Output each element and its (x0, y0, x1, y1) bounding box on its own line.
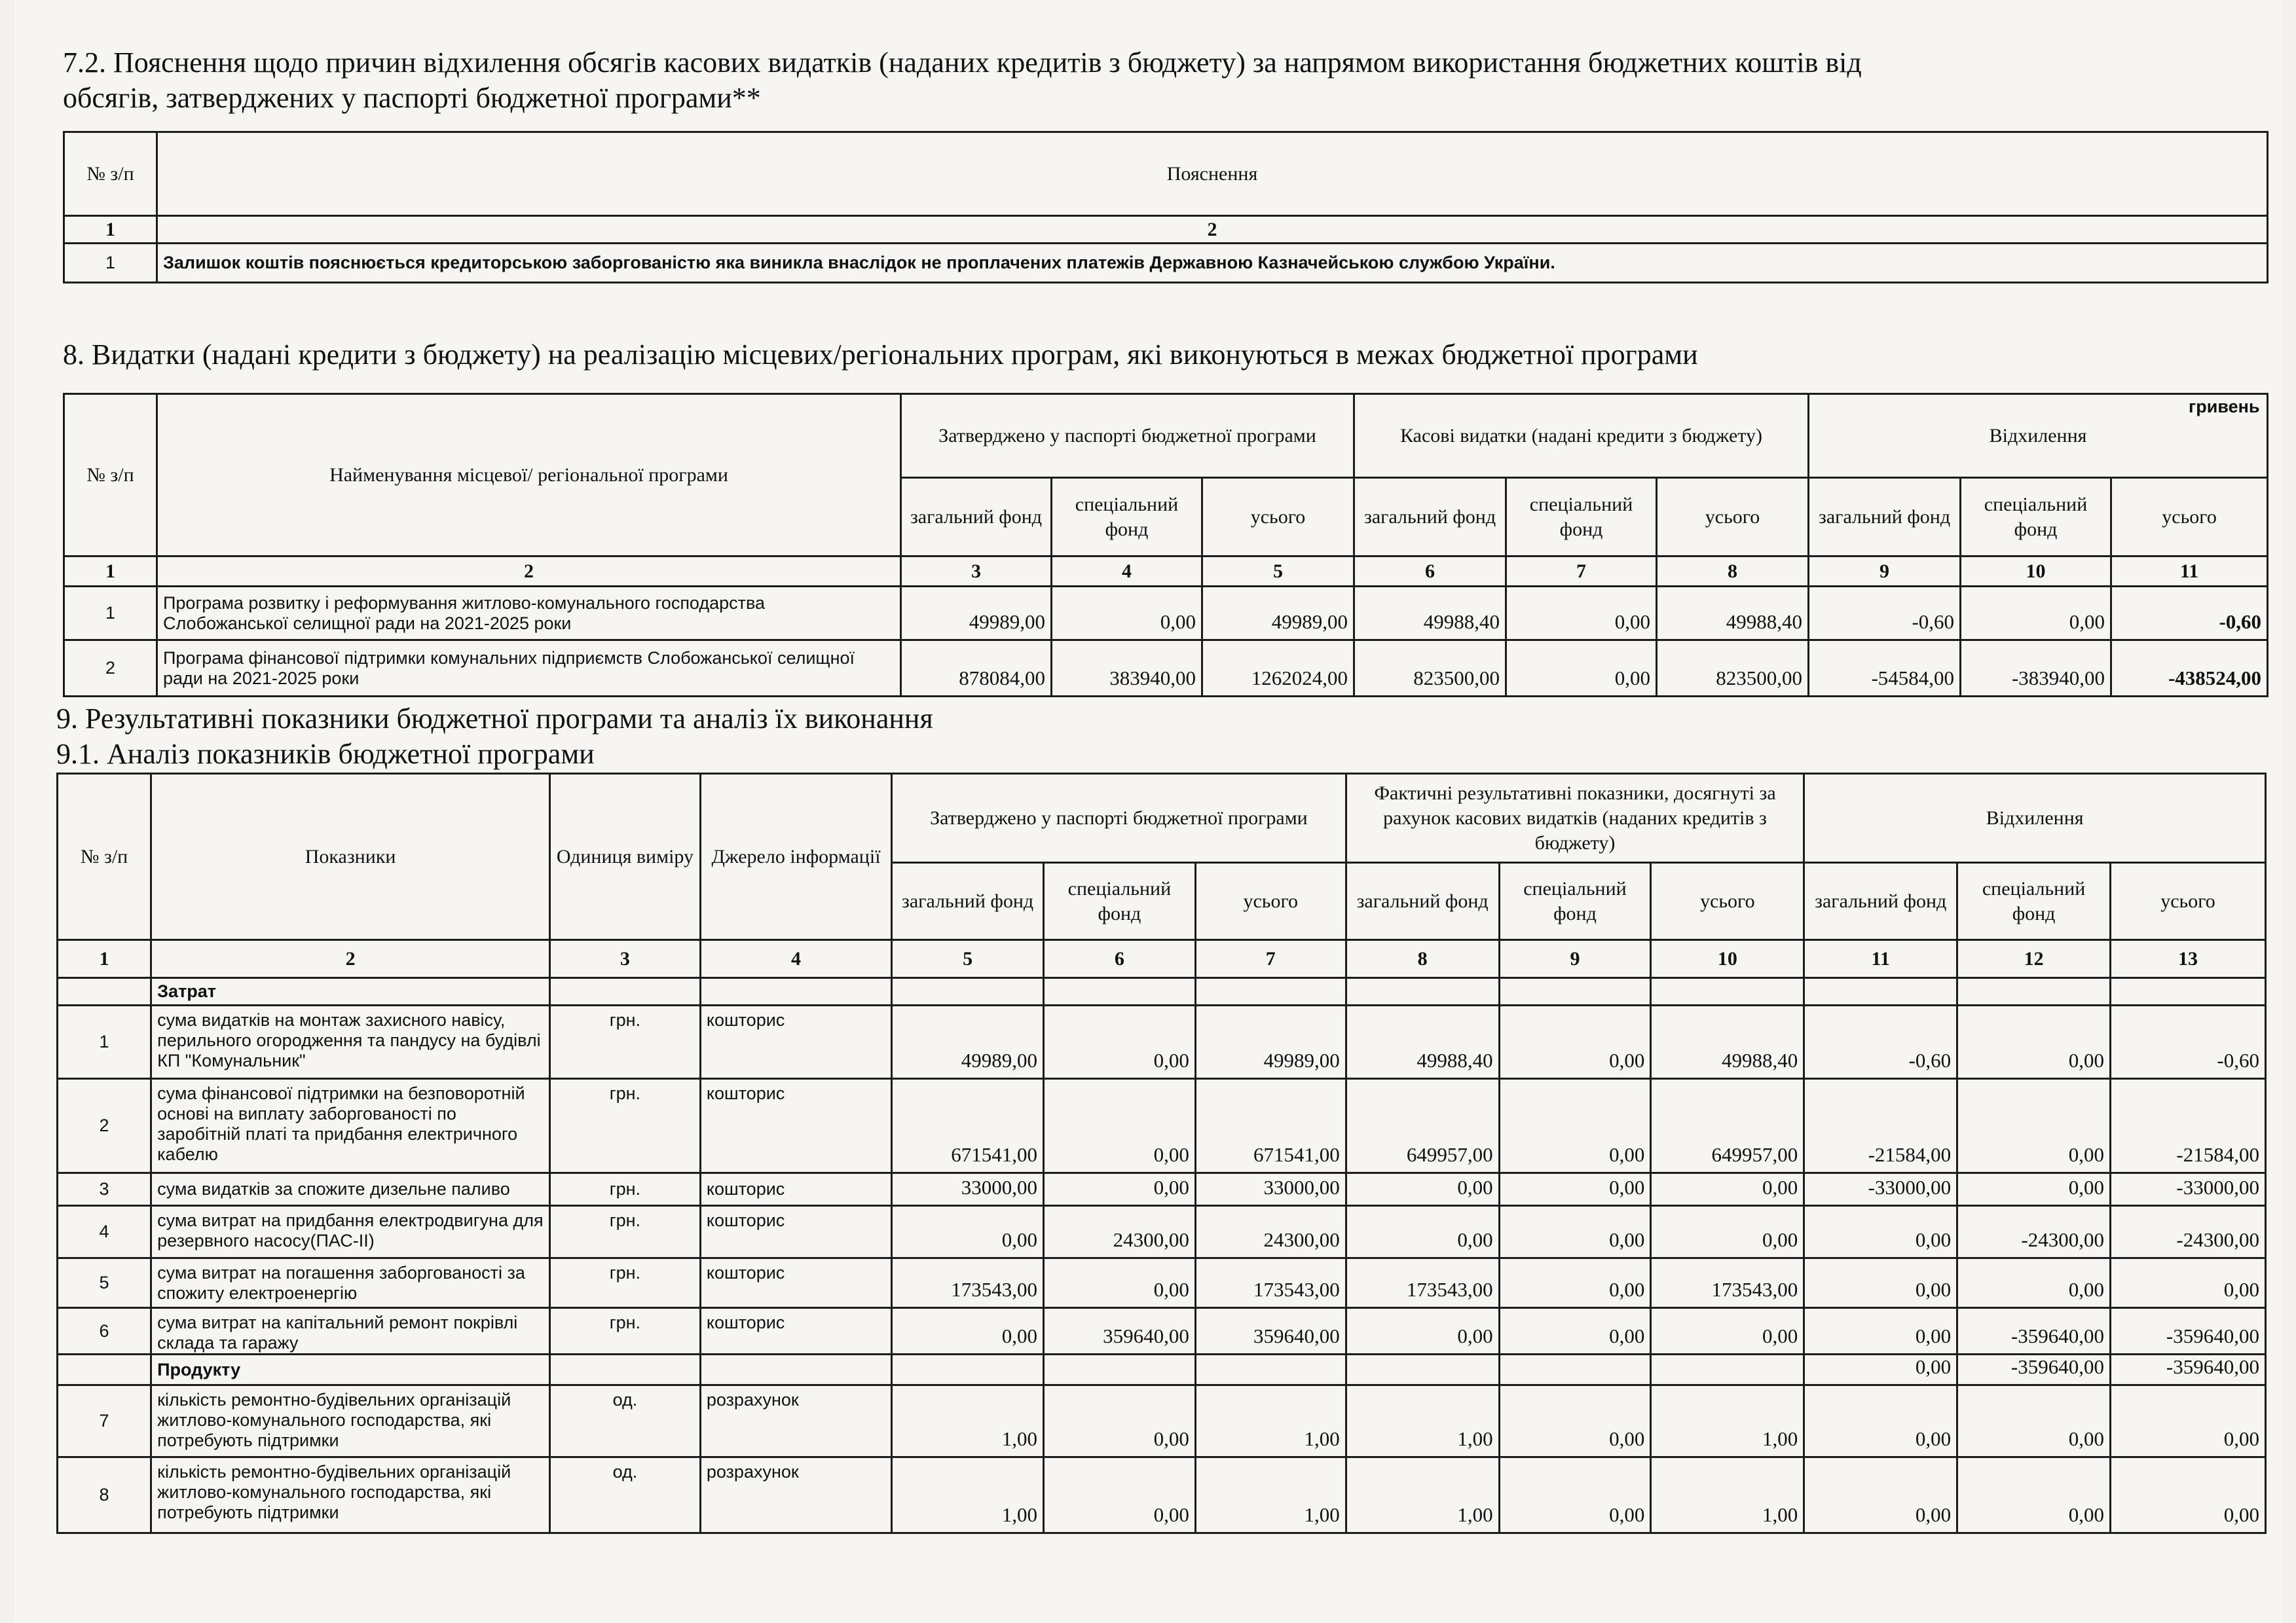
value-cell: 49989,00 (1195, 1006, 1346, 1079)
value-cell: 649957,00 (1346, 1079, 1499, 1173)
empty-cell (1195, 1355, 1346, 1385)
empty-cell (700, 978, 891, 1006)
row-number: 2 (64, 640, 157, 697)
empty-cell (58, 1355, 151, 1385)
col-number: 11 (1804, 940, 1957, 978)
program-indicators-table (56, 773, 2267, 1534)
col-header-explanation: Пояснення (157, 132, 2268, 216)
empty-cell (1651, 978, 1804, 1006)
value-cell: 1,00 (892, 1385, 1044, 1457)
empty-cell (550, 978, 701, 1006)
value-cell: 359640,00 (1195, 1308, 1346, 1355)
col-header-program-name: Найменування місцевої/ регіональної програми (157, 394, 901, 556)
empty-cell (700, 1355, 891, 1385)
value-cell: 0,00 (1499, 1385, 1651, 1457)
value-cell: 671541,00 (1195, 1079, 1346, 1173)
empty-cell (1346, 978, 1499, 1006)
sub-header-total: усього (1202, 478, 1354, 556)
table-row (64, 640, 2268, 697)
value-cell: -359640,00 (2111, 1308, 2266, 1355)
table-row (58, 1173, 2266, 1206)
table-row-number: 1 (64, 244, 157, 283)
col-header-source: Джерело інформації (700, 774, 891, 940)
unit-cell: грн. (550, 1206, 701, 1258)
value-cell: 0,00 (1052, 587, 1202, 640)
value-cell: -359640,00 (1957, 1308, 2111, 1355)
row-number: 2 (58, 1079, 151, 1173)
sub-header-special-fund: спеціальний фонд (1961, 478, 2111, 556)
value-cell: 0,00 (1044, 1385, 1196, 1457)
value-cell: 49989,00 (901, 587, 1052, 640)
empty-cell (1499, 1355, 1651, 1385)
value-cell: 0,00 (1499, 1079, 1651, 1173)
value-cell: -0,60 (2111, 587, 2268, 640)
value-cell: 0,00 (1804, 1385, 1957, 1457)
value-cell: 0,00 (1961, 587, 2111, 640)
empty-cell (1044, 1355, 1196, 1385)
col-number: 9 (1499, 940, 1651, 978)
col-header-number: № з/п (64, 394, 157, 556)
value-cell: 49988,40 (1346, 1006, 1499, 1079)
col-number: 10 (1961, 556, 2111, 587)
column-number-row (58, 940, 2266, 978)
value-cell: 24300,00 (1044, 1206, 1196, 1258)
value-cell: -21584,00 (2111, 1079, 2266, 1173)
value-cell: -0,60 (1804, 1006, 1957, 1079)
value-cell: 359640,00 (1044, 1308, 1196, 1355)
value-cell: 383940,00 (1052, 640, 1202, 697)
col-number: 9 (1809, 556, 1961, 587)
column-number-row (64, 556, 2268, 587)
source-cell: кошторис (700, 1173, 891, 1206)
sub-header-special-fund: спеціальний фонд (1052, 478, 1202, 556)
unit-cell: од. (550, 1457, 701, 1533)
value-cell: 0,00 (1346, 1308, 1499, 1355)
source-cell: кошторис (700, 1006, 891, 1079)
value-cell: 1,00 (1651, 1457, 1804, 1533)
row-number: 4 (58, 1206, 151, 1258)
value-cell: -21584,00 (1804, 1079, 1957, 1173)
value-cell: -438524,00 (2111, 640, 2268, 697)
value-cell: -0,60 (2111, 1006, 2266, 1079)
empty-cell (892, 1355, 1044, 1385)
value-cell: -33000,00 (1804, 1173, 1957, 1206)
value-cell: 0,00 (1044, 1173, 1196, 1206)
value-cell: 1262024,00 (1202, 640, 1354, 697)
col-number: 12 (1957, 940, 2111, 978)
value-cell: 0,00 (1804, 1457, 1957, 1533)
group-header-deviation: Відхилення (1804, 774, 2266, 863)
value-cell: -54584,00 (1809, 640, 1961, 697)
sub-header-special-fund: спеціальний фонд (1506, 478, 1657, 556)
value-cell: 0,00 (1044, 1006, 1196, 1079)
empty-cell (1804, 978, 1957, 1006)
value-cell: 1,00 (1346, 1457, 1499, 1533)
value-cell: 1,00 (1346, 1385, 1499, 1457)
value-cell: 0,00 (1957, 1173, 2111, 1206)
value-cell: 49989,00 (1202, 587, 1354, 640)
value-cell: 0,00 (2111, 1258, 2266, 1308)
sub-header-general-fund: загальний фонд (1804, 863, 1957, 940)
col-number: 7 (1506, 556, 1657, 587)
value-cell: 671541,00 (892, 1079, 1044, 1173)
value-cell: 0,00 (1804, 1206, 1957, 1258)
col-number: 7 (1195, 940, 1346, 978)
value-cell: 0,00 (1499, 1006, 1651, 1079)
value-cell: 173543,00 (1195, 1258, 1346, 1308)
value-cell: -24300,00 (2111, 1206, 2266, 1258)
unit-cell: грн. (550, 1006, 701, 1079)
col-number: 6 (1354, 556, 1506, 587)
currency-unit-label: гривень (2189, 397, 2260, 416)
empty-cell (1957, 978, 2111, 1006)
value-cell: -0,60 (1809, 587, 1961, 640)
value-cell: 0,00 (1499, 1258, 1651, 1308)
group-header-deviation: Відхилення (1809, 394, 2268, 478)
col-number-2: 2 (157, 216, 2268, 244)
col-number: 1 (58, 940, 151, 978)
explanation-text: Залишок коштів пояснюється кредиторською заборгованістю яка виникла внаслідок не проплачених платежів Державною Казначейською службою України. (157, 244, 2268, 283)
source-cell: кошторис (700, 1079, 891, 1173)
row-number: 6 (58, 1308, 151, 1355)
col-header-number: № з/п (64, 132, 157, 216)
sub-header-general-fund: загальний фонд (901, 478, 1052, 556)
sub-header-total: усього (2111, 478, 2268, 556)
section-9-heading: 9. Результативні показники бюджетної програми та аналіз їх виконання (56, 702, 933, 735)
section-7-2-heading-line1: 7.2. Пояснення щодо причин відхилення обсягів касових видатків (наданих кредитів з бюджету) за напрямом використання бюджетних коштів від (63, 46, 1862, 79)
empty-cell (2111, 978, 2266, 1006)
program-name: Програма розвитку і реформування житлово-комунального господарства Слобожанської селищної ради на 2021-2025 роки (157, 587, 901, 640)
sub-header-general-fund: загальний фонд (892, 863, 1044, 940)
source-cell: кошторис (700, 1258, 891, 1308)
sub-header-general-fund: загальний фонд (1809, 478, 1961, 556)
category-product: Продукту (151, 1355, 550, 1385)
value-cell: 0,00 (1957, 1258, 2111, 1308)
col-number: 11 (2111, 556, 2268, 587)
table-row (58, 1457, 2266, 1533)
unit-cell: од. (550, 1385, 701, 1457)
value-cell: 0,00 (892, 1206, 1044, 1258)
value-cell: -383940,00 (1961, 640, 2111, 697)
col-number: 3 (550, 940, 701, 978)
sub-header-total: усього (1651, 863, 1804, 940)
col-number: 2 (157, 556, 901, 587)
empty-cell (1195, 978, 1346, 1006)
empty-cell (550, 1355, 701, 1385)
empty-cell (1346, 1355, 1499, 1385)
category-row (58, 978, 2266, 1006)
group-header-cash-expenditure: Касові видатки (надані кредити з бюджету) (1354, 394, 1809, 478)
value-cell: 0,00 (1346, 1206, 1499, 1258)
value-cell: 0,00 (1044, 1258, 1196, 1308)
indicator-name: сума витрат на придбання електродвигуна для резервного насосу(ПАС-II) (151, 1206, 550, 1258)
indicator-name: сума видатків на монтаж захисного навісу, перильного огородження та пандусу на будівлі КП "Комунальник" (151, 1006, 550, 1079)
empty-cell (1044, 978, 1196, 1006)
sub-header-special-fund: спеціальний фонд (1957, 863, 2111, 940)
table-row (58, 1385, 2266, 1457)
value-cell: 33000,00 (892, 1173, 1044, 1206)
sub-header-special-fund: спеціальний фонд (1044, 863, 1196, 940)
indicator-name: сума витрат на капітальний ремонт покрівлі склада та гаражу (151, 1308, 550, 1355)
value-cell: 0,00 (1804, 1308, 1957, 1355)
value-cell: 49988,40 (1651, 1006, 1804, 1079)
value-cell: 0,00 (1804, 1258, 1957, 1308)
value-cell: 173543,00 (892, 1258, 1044, 1308)
source-cell: розрахунок (700, 1457, 891, 1533)
value-cell: 1,00 (1651, 1385, 1804, 1457)
sub-header-general-fund: загальний фонд (1354, 478, 1506, 556)
table-row (58, 1206, 2266, 1258)
value-cell: 0,00 (892, 1308, 1044, 1355)
table-row (64, 587, 2268, 640)
value-cell: 0,00 (1044, 1457, 1196, 1533)
table-row (58, 1308, 2266, 1355)
value-cell: 173543,00 (1346, 1258, 1499, 1308)
sub-header-total: усього (2111, 863, 2266, 940)
value-cell: 49988,40 (1354, 587, 1506, 640)
empty-cell (1499, 978, 1651, 1006)
col-number: 2 (151, 940, 550, 978)
value-cell: 0,00 (1957, 1079, 2111, 1173)
value-cell: 823500,00 (1354, 640, 1506, 697)
explanation-table (63, 131, 2268, 283)
value-cell: 0,00 (1651, 1206, 1804, 1258)
value-cell: 0,00 (1957, 1385, 2111, 1457)
value-cell: 49988,40 (1657, 587, 1809, 640)
indicator-name: сума витрат на погашення заборгованості за спожиту електроенергію (151, 1258, 550, 1308)
sub-header-general-fund: загальний фонд (1346, 863, 1499, 940)
value-cell: 0,00 (1499, 1308, 1651, 1355)
col-number: 1 (64, 556, 157, 587)
indicator-name: сума видатків за спожите дизельне паливо (151, 1173, 550, 1206)
col-number: 6 (1044, 940, 1196, 978)
value-cell: 0,00 (1506, 640, 1657, 697)
value-cell: 33000,00 (1195, 1173, 1346, 1206)
value-cell: 1,00 (1195, 1457, 1346, 1533)
value-cell: 24300,00 (1195, 1206, 1346, 1258)
category-cost: Затрат (151, 978, 550, 1006)
source-cell: розрахунок (700, 1385, 891, 1457)
col-number: 13 (2111, 940, 2266, 978)
value-cell: 1,00 (892, 1457, 1044, 1533)
col-number: 3 (901, 556, 1052, 587)
program-name: Програма фінансової підтримки комунальних підприємств Слобожанської селищної ради на 2021-2025 роки (157, 640, 901, 697)
group-header-approved: Затверджено у паспорті бюджетної програми (901, 394, 1354, 478)
local-programs-table (63, 393, 2268, 697)
sub-header-total: усього (1195, 863, 1346, 940)
section-9-1-heading: 9.1. Аналіз показників бюджетної програми (56, 738, 595, 770)
value-cell: -33000,00 (2111, 1173, 2266, 1206)
value-cell: 0,00 (2111, 1385, 2266, 1457)
indicator-name: кількість ремонтно-будівельних організацій житлово-комунального господарства, які потребують підтримки (151, 1457, 550, 1533)
category-row (58, 1355, 2266, 1385)
col-header-unit: Одиниця виміру (550, 774, 701, 940)
value-cell: 878084,00 (901, 640, 1052, 697)
value-cell: 0,00 (1346, 1173, 1499, 1206)
col-number: 8 (1657, 556, 1809, 587)
document-page (14, 0, 2283, 1623)
group-header-actual-results: Фактичні результативні показники, досягнуті за рахунок касових видатків (наданих кредитів з бюджету) (1346, 774, 1804, 863)
indicator-name: кількість ремонтно-будівельних організацій житлово-комунального господарства, які потребують підтримки (151, 1385, 550, 1457)
row-number: 7 (58, 1385, 151, 1457)
value-cell: -359640,00 (1957, 1355, 2111, 1385)
group-header-approved: Затверджено у паспорті бюджетної програми (892, 774, 1346, 863)
row-number: 8 (58, 1457, 151, 1533)
col-header-indicators: Показники (151, 774, 550, 940)
value-cell: 0,00 (1506, 587, 1657, 640)
row-number: 3 (58, 1173, 151, 1206)
value-cell: 649957,00 (1651, 1079, 1804, 1173)
value-cell: 1,00 (1195, 1385, 1346, 1457)
value-cell: 0,00 (1499, 1457, 1651, 1533)
col-number: 4 (1052, 556, 1202, 587)
row-number: 1 (58, 1006, 151, 1079)
value-cell: 0,00 (1499, 1173, 1651, 1206)
unit-cell: грн. (550, 1258, 701, 1308)
section-7-2-heading-line2: обсягів, затверджених у паспорті бюджетної програми** (63, 82, 761, 114)
col-number: 5 (892, 940, 1044, 978)
value-cell: 173543,00 (1651, 1258, 1804, 1308)
col-number: 5 (1202, 556, 1354, 587)
value-cell: 0,00 (2111, 1457, 2266, 1533)
row-number: 5 (58, 1258, 151, 1308)
col-number: 8 (1346, 940, 1499, 978)
empty-cell (892, 978, 1044, 1006)
row-number: 1 (64, 587, 157, 640)
value-cell: -359640,00 (2111, 1355, 2266, 1385)
empty-cell (1651, 1355, 1804, 1385)
sub-header-total: усього (1657, 478, 1809, 556)
section-8-heading: 8. Видатки (надані кредити з бюджету) на реалізацію місцевих/регіональних програм, які виконуються в межах бюджетної програми (63, 338, 1698, 371)
unit-cell: грн. (550, 1308, 701, 1355)
value-cell: 0,00 (1044, 1079, 1196, 1173)
source-cell: кошторис (700, 1206, 891, 1258)
empty-cell (58, 978, 151, 1006)
unit-cell: грн. (550, 1173, 701, 1206)
table-row (58, 1006, 2266, 1079)
indicator-name: сума фінансової підтримки на безповоротній основі на виплату заборгованості по заробітній платі та придбання електричного кабелю (151, 1079, 550, 1173)
unit-cell: грн. (550, 1079, 701, 1173)
source-cell: кошторис (700, 1308, 891, 1355)
value-cell: 0,00 (1957, 1006, 2111, 1079)
value-cell: 0,00 (1499, 1206, 1651, 1258)
col-number: 4 (700, 940, 891, 978)
table-row (58, 1258, 2266, 1308)
value-cell: 823500,00 (1657, 640, 1809, 697)
col-number-1: 1 (64, 216, 157, 244)
value-cell: 49989,00 (892, 1006, 1044, 1079)
sub-header-special-fund: спеціальний фонд (1499, 863, 1651, 940)
value-cell: -24300,00 (1957, 1206, 2111, 1258)
value-cell: 0,00 (1804, 1355, 1957, 1385)
col-header-number: № з/п (58, 774, 151, 940)
table-row (58, 1079, 2266, 1173)
value-cell: 0,00 (1957, 1457, 2111, 1533)
col-number: 10 (1651, 940, 1804, 978)
value-cell: 0,00 (1651, 1173, 1804, 1206)
value-cell: 0,00 (1651, 1308, 1804, 1355)
